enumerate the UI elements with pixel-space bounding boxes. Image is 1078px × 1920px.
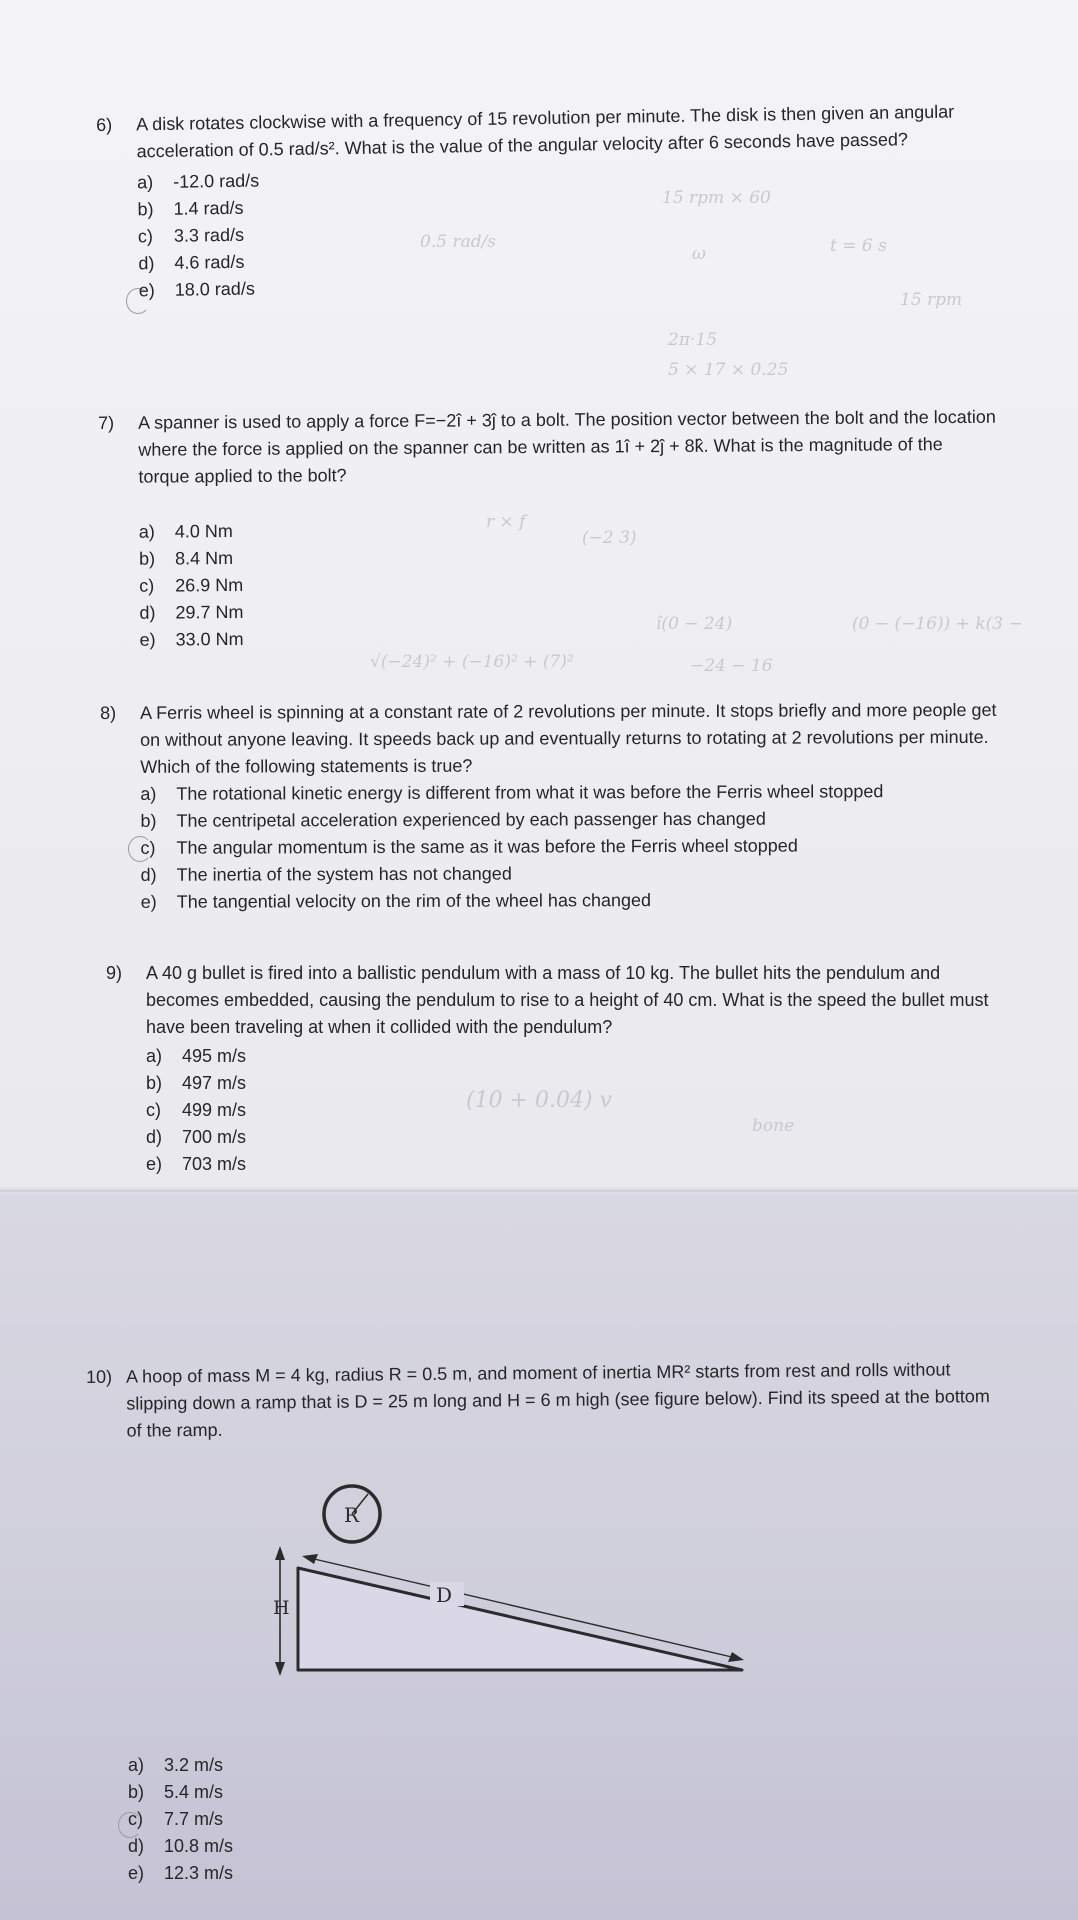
option-letter: a) bbox=[140, 783, 157, 804]
question-number: 10) bbox=[86, 1366, 113, 1387]
option-letter: b) bbox=[146, 1073, 163, 1093]
option-d bbox=[141, 859, 1001, 889]
option-text: 7.7 m/s bbox=[164, 1809, 224, 1829]
option-text: 4.6 rad/s bbox=[174, 251, 245, 273]
option-a bbox=[128, 1752, 233, 1779]
option-list bbox=[140, 778, 1000, 916]
question-10-options bbox=[128, 1752, 233, 1887]
question-10 bbox=[86, 1356, 997, 1445]
option-text: 703 m/s bbox=[182, 1154, 247, 1174]
question-7 bbox=[98, 404, 998, 654]
option-text: The tangential velocity on the rim of the wheel has changed bbox=[176, 890, 652, 912]
option-letter: b) bbox=[138, 548, 156, 569]
distance-arrow-head-top bbox=[302, 1554, 318, 1564]
question-number: 8) bbox=[100, 702, 117, 723]
ramp-diagram bbox=[270, 1478, 750, 1696]
option-text: 18.0 rad/s bbox=[174, 278, 256, 300]
question-text: A hoop of mass M = 4 kg, radius R = 0.5 m, and moment of inertia MR² starts from rest and rolls without slipping down a ramp that is D = 25 m long and H = 6 m high (see figure below). Find its speed at the bottom of the ramp. bbox=[126, 1359, 990, 1441]
option-b bbox=[146, 1070, 1002, 1097]
question-text: A 40 g bullet is fired into a ballistic pendulum with a mass of 10 kg. The bullet hits the pendulum and becomes embedded, causing the pendulum to rise to a height of 40 cm. What is the speed the bullet must have been traveling at when it collided with the pendulum? bbox=[146, 963, 989, 1037]
option-text: 497 m/s bbox=[182, 1073, 247, 1093]
option-letter: b) bbox=[137, 199, 154, 220]
option-text: 33.0 Nm bbox=[175, 628, 244, 650]
option-d bbox=[146, 1124, 1002, 1151]
scribble: î(0 − 24) bbox=[656, 614, 733, 634]
question-number: 9) bbox=[106, 963, 123, 983]
question-8 bbox=[100, 697, 1001, 916]
radius-label: R bbox=[344, 1503, 360, 1527]
option-letter: d) bbox=[139, 602, 156, 623]
option-a bbox=[140, 778, 1000, 808]
option-text: 12.3 m/s bbox=[164, 1863, 234, 1883]
option-letter: c) bbox=[139, 575, 155, 596]
option-letter: a) bbox=[146, 1046, 163, 1066]
scribble: 15 rpm bbox=[900, 290, 963, 310]
option-letter: e) bbox=[139, 629, 156, 650]
option-text: 4.0 Nm bbox=[174, 521, 233, 542]
option-letter: d) bbox=[128, 1836, 145, 1856]
option-letter: a) bbox=[138, 521, 155, 542]
scribble: 2π·15 bbox=[668, 330, 718, 350]
paper-fold bbox=[0, 1186, 1078, 1194]
option-letter: e) bbox=[138, 280, 155, 301]
scribble: (−2 3) bbox=[582, 528, 637, 548]
option-letter: b) bbox=[140, 810, 157, 831]
option-text: 495 m/s bbox=[182, 1046, 247, 1066]
option-text: 499 m/s bbox=[182, 1100, 247, 1120]
scribble: 0.5 rad/s bbox=[420, 232, 497, 252]
option-text: 29.7 Nm bbox=[175, 601, 244, 623]
option-text: 1.4 rad/s bbox=[173, 197, 244, 219]
height-arrow-head-up bbox=[275, 1546, 285, 1560]
option-text: 26.9 Nm bbox=[175, 574, 244, 596]
option-c bbox=[146, 1097, 1002, 1124]
distance-arrow-head-bottom bbox=[728, 1652, 744, 1662]
option-letter: d) bbox=[146, 1127, 163, 1147]
option-list bbox=[139, 513, 998, 654]
option-text: 700 m/s bbox=[182, 1127, 247, 1147]
distance-label: D bbox=[436, 1583, 453, 1607]
height-label: H bbox=[273, 1597, 290, 1619]
option-text: 5.4 m/s bbox=[164, 1782, 224, 1802]
scribble: bone bbox=[752, 1116, 795, 1136]
option-letter: d) bbox=[140, 864, 157, 885]
scribble: 15 rpm × 60 bbox=[662, 188, 771, 208]
scribble: r × f bbox=[486, 512, 526, 532]
option-text: 3.2 m/s bbox=[164, 1755, 224, 1775]
option-text: The inertia of the system has not changed bbox=[176, 863, 512, 885]
option-c bbox=[140, 832, 1000, 862]
option-text: 3.3 rad/s bbox=[173, 224, 245, 246]
option-text: 10.8 m/s bbox=[164, 1836, 234, 1856]
option-c bbox=[128, 1806, 233, 1833]
option-e bbox=[146, 1151, 1002, 1178]
ramp-triangle bbox=[298, 1568, 742, 1670]
option-text: -12.0 rad/s bbox=[172, 170, 260, 192]
option-letter: c) bbox=[146, 1100, 161, 1120]
scribble: 5 × 17 × 0.25 bbox=[668, 360, 789, 380]
option-e bbox=[141, 886, 1001, 916]
question-number: 6) bbox=[96, 114, 113, 135]
option-a bbox=[146, 1043, 1002, 1070]
option-letter: e) bbox=[146, 1154, 163, 1174]
option-letter: a) bbox=[128, 1755, 145, 1775]
height-arrow-head-down bbox=[275, 1662, 285, 1676]
scribble: (10 + 0.04) v bbox=[466, 1088, 612, 1113]
scribble: t = 6 s bbox=[830, 236, 887, 256]
option-letter: a) bbox=[136, 172, 154, 193]
scribble: (0 − (−16)) + k(3 − bbox=[852, 614, 1023, 634]
option-list bbox=[137, 156, 999, 304]
option-letter: c) bbox=[128, 1809, 143, 1829]
option-b bbox=[140, 805, 1000, 835]
option-text: 8.4 Nm bbox=[174, 548, 234, 569]
option-letter: b) bbox=[128, 1782, 145, 1802]
question-text: A Ferris wheel is spinning at a constant rate of 2 revolutions per minute. It stops briefly and more people get on without anyone leaving. It speeds back up and eventually returns to rotating at 2 revolutions per minute. Which of the following statements is true? bbox=[140, 699, 997, 777]
option-letter: d) bbox=[138, 253, 155, 274]
option-letter: e) bbox=[140, 891, 157, 912]
option-text: The centripetal acceleration experienced by each passenger has changed bbox=[176, 808, 766, 831]
option-text: The angular momentum is the same as it was before the Ferris wheel stopped bbox=[176, 835, 798, 858]
question-number: 7) bbox=[98, 412, 115, 433]
option-b bbox=[128, 1779, 233, 1806]
option-e bbox=[128, 1860, 233, 1887]
question-text: A disk rotates clockwise with a frequency of 15 revolution per minute. The disk is then given an angular acceleration of 0.5 rad/s². What is the value of the angular velocity after 6 seconds have passed? bbox=[136, 101, 955, 162]
option-letter: e) bbox=[128, 1863, 145, 1883]
option-list bbox=[146, 1043, 1002, 1178]
option-letter: c) bbox=[137, 226, 154, 247]
option-letter: c) bbox=[140, 837, 156, 858]
option-d bbox=[128, 1833, 233, 1860]
question-9 bbox=[106, 960, 1002, 1178]
scribble: −24 − 16 bbox=[690, 656, 773, 676]
scribble: ω bbox=[692, 244, 706, 264]
scribble: √(−24)² + (−16)² + (7)² bbox=[370, 652, 574, 672]
question-6 bbox=[96, 98, 999, 305]
option-text: The rotational kinetic energy is different from what it was before the Ferris wheel stopped bbox=[176, 781, 884, 804]
question-text: A spanner is used to apply a force F=−2î + 3ĵ to a bolt. The position vector between the bolt and the location where the force is applied on the spanner can be written as 1î + 2ĵ + 8k̂. What is the magnitude of the torque applied to the bolt? bbox=[138, 406, 996, 487]
